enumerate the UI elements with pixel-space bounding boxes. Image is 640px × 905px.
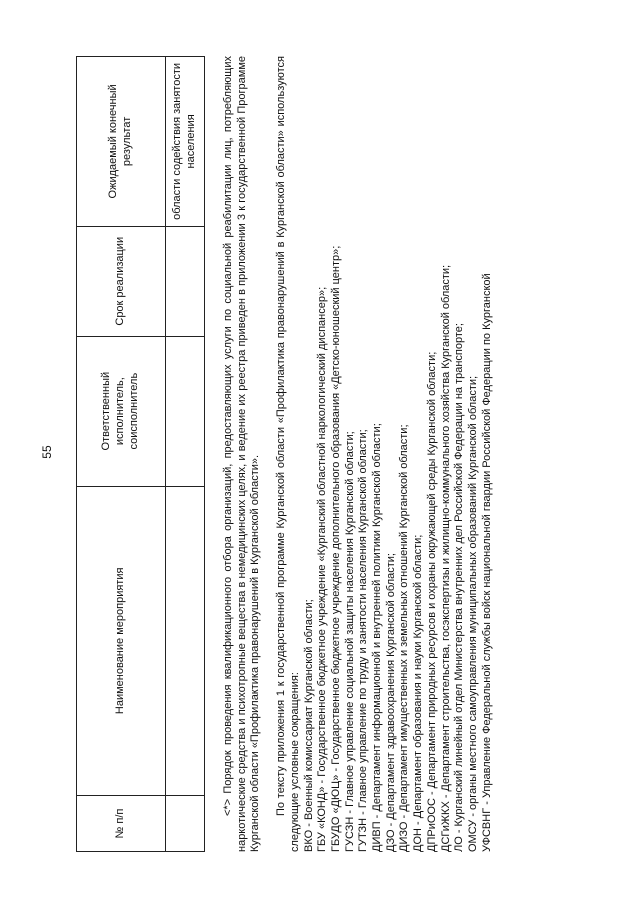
list-item: ДСГиЖКХ - Департамент строительства, госэкспертизы и жилищно-коммунального хозяйства Курганской области; — [439, 264, 452, 852]
list-item: УФСВНГ - Управление Федеральной службы войск национальной гвардии Российской Федерации по Курганской — [480, 273, 493, 852]
abbreviations-list — [303, 56, 495, 852]
list-item: ДОН - Департамент образования и науки Курганской области; — [412, 534, 425, 852]
header-measure-name: Наименование мероприятия — [77, 486, 166, 796]
page-number: 55 — [40, 445, 54, 459]
list-item: ГУСЗН - Главное управление социальной защиты населения Курганской области; — [343, 431, 356, 852]
cell-number — [166, 796, 205, 852]
list-item: ДИЗО - Департамент имущественных и земельных отношений Курганской области; — [398, 424, 411, 852]
document-body — [222, 56, 494, 852]
intro-paragraph: По тексту приложения 1 к государственной программе Курганской области «Профилактика правонарушений в Курганской области» используются следующие условные сокращения: — [275, 56, 301, 852]
measures-table — [76, 56, 205, 852]
header-result: Ожидаемый конечный результат — [77, 57, 166, 227]
cell-result: области содействия занятости населения — [166, 57, 205, 227]
list-item: ДЗО - Департамент здравоохранения Курганской области; — [384, 553, 397, 852]
list-item: ДПРиООС - Департамент природных ресурсов и охраны окружающей среды Курганской области; — [425, 351, 438, 852]
footnote-paragraph: <*> Порядок проведения квалификационного отбора организаций, предоставляющих услуги по социальной реабилитации лиц, потребляющих наркотические средства и психотропные вещества в немедицинских целях, и ведение их реестра приведен в приложении 3 к государственной Программе Курганской области «Профилактика правонарушений в Курганской области». — [222, 56, 262, 852]
list-item: ВКО - Военный комиссариат Курганской области; — [302, 599, 315, 852]
table-header-row — [77, 57, 166, 852]
cell-measure-name — [166, 486, 205, 796]
list-item: ОМСУ - органы местного самоуправления муниципальных образований Курганской области; — [466, 375, 479, 852]
list-item: ГБУДО «ДЮЦ» - Государственное бюджетное учреждение дополнительного образования «Детско-юношеский центр»; — [329, 245, 342, 852]
header-number: № п/п — [77, 796, 166, 852]
list-item: ЛО - Курганский линейный отдел Министерства внутренних дел Российской Федерации на транспорте; — [453, 323, 466, 852]
cell-term — [166, 226, 205, 336]
header-responsible: Ответственный исполнитель, соисполнитель — [77, 336, 166, 486]
list-item: ГБУ «КОНД» - Государственное бюджетное учреждение «Курганский областной наркологический диспансер»; — [316, 286, 329, 852]
table-row — [166, 57, 205, 852]
list-item: ДИВП - Департамент информационной и внутренней политики Курганской области; — [371, 423, 384, 852]
rotated-document-page — [40, 52, 600, 852]
header-term: Срок реализации — [77, 226, 166, 336]
cell-responsible — [166, 336, 205, 486]
list-item: ГУТЗН - Главное управление по труду и занятости населения Курганской области; — [357, 429, 370, 852]
